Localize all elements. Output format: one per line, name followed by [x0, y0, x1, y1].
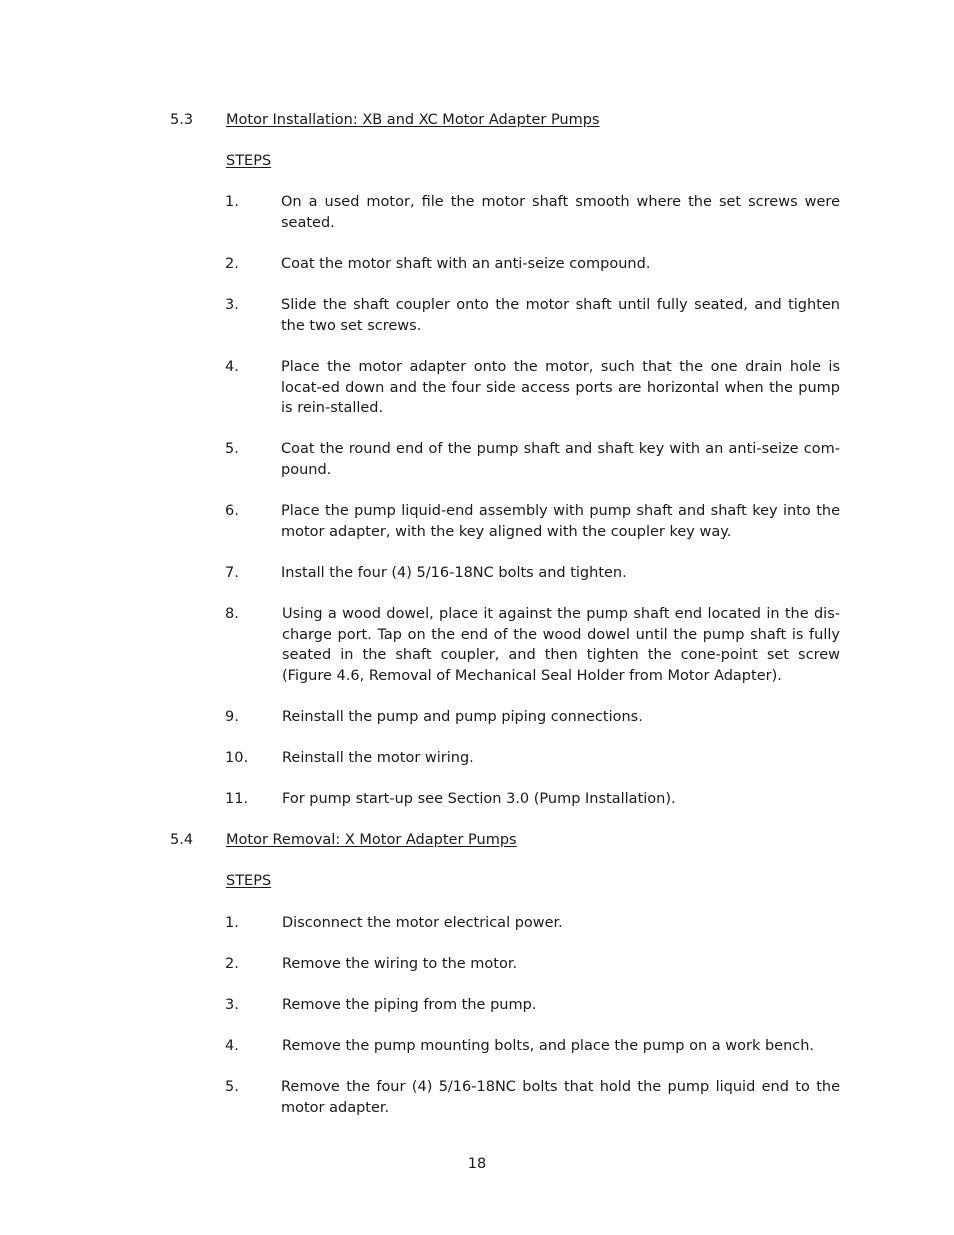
- section-5-3-number: 5.3: [170, 112, 194, 128]
- step-text: Remove the wiring to the motor.: [282, 956, 518, 972]
- page-number: 18: [467, 1156, 487, 1172]
- step-text: Place the pump liquid-end assembly with pump shaft and shaft key into the motor adapter, with the key aligned with the coupler key way.: [281, 503, 840, 540]
- step-number: 7.: [225, 565, 239, 581]
- step-text: Coat the round end of the pump shaft and shaft key with an anti-seize com-pound.: [281, 441, 840, 478]
- step-text: Disconnect the motor electrical power.: [282, 915, 563, 931]
- section-5-4-steps-label: STEPS: [226, 873, 272, 889]
- step-number: 5.: [225, 441, 239, 457]
- step-number: 4.: [225, 1038, 239, 1054]
- step-text: Coat the motor shaft with an anti-seize compound.: [281, 256, 651, 272]
- step-number: 1.: [225, 194, 239, 210]
- step-text: For pump start-up see Section 3.0 (Pump Installation).: [282, 791, 676, 807]
- step-number: 3.: [225, 997, 239, 1013]
- step-number: 4.: [225, 359, 239, 375]
- step-text: Reinstall the pump and pump piping connections.: [282, 709, 643, 725]
- step-text: Slide the shaft coupler onto the motor shaft until fully seated, and tighten the two set screws.: [281, 297, 840, 334]
- section-5-3-title: Motor Installation: XB and XC Motor Adapter Pumps: [226, 112, 600, 128]
- step-text: Remove the piping from the pump.: [282, 997, 537, 1013]
- step-number: 2.: [225, 256, 239, 272]
- step-text: Reinstall the motor wiring.: [282, 750, 474, 766]
- step-number: 1.: [225, 915, 239, 931]
- step-number: 9.: [225, 709, 239, 725]
- step-text: Install the four (4) 5/16-18NC bolts and tighten.: [281, 565, 627, 581]
- step-number: 6.: [225, 503, 239, 519]
- step-text: Using a wood dowel, place it against the pump shaft end located in the dis-charge port. Tap on the end of the wood dowel until the pump shaft is fully seated in the shaft coupler, and then tighten the cone-point set screw (Figure 4.6, Removal of Mechanical Seal Holder from Motor Adapter).: [282, 606, 840, 684]
- step-number: 5.: [225, 1079, 239, 1095]
- step-text: Remove the four (4) 5/16-18NC bolts that hold the pump liquid end to the motor adapter.: [281, 1079, 840, 1116]
- step-number: 8.: [225, 606, 239, 622]
- step-text: Place the motor adapter onto the motor, such that the one drain hole is locat-ed down and the four side access ports are horizontal when the pump is rein-stalled.: [281, 359, 840, 416]
- step-text: On a used motor, file the motor shaft smooth where the set screws were seated.: [281, 194, 840, 231]
- step-number: 2.: [225, 956, 239, 972]
- step-number: 3.: [225, 297, 239, 313]
- section-5-4-number: 5.4: [170, 832, 194, 848]
- step-number: 10.: [225, 750, 249, 766]
- step-number: 11.: [225, 791, 249, 807]
- step-text: Remove the pump mounting bolts, and place the pump on a work bench.: [282, 1038, 815, 1054]
- section-5-3-steps-label: STEPS: [226, 153, 272, 169]
- section-5-4-title: Motor Removal: X Motor Adapter Pumps: [226, 832, 517, 848]
